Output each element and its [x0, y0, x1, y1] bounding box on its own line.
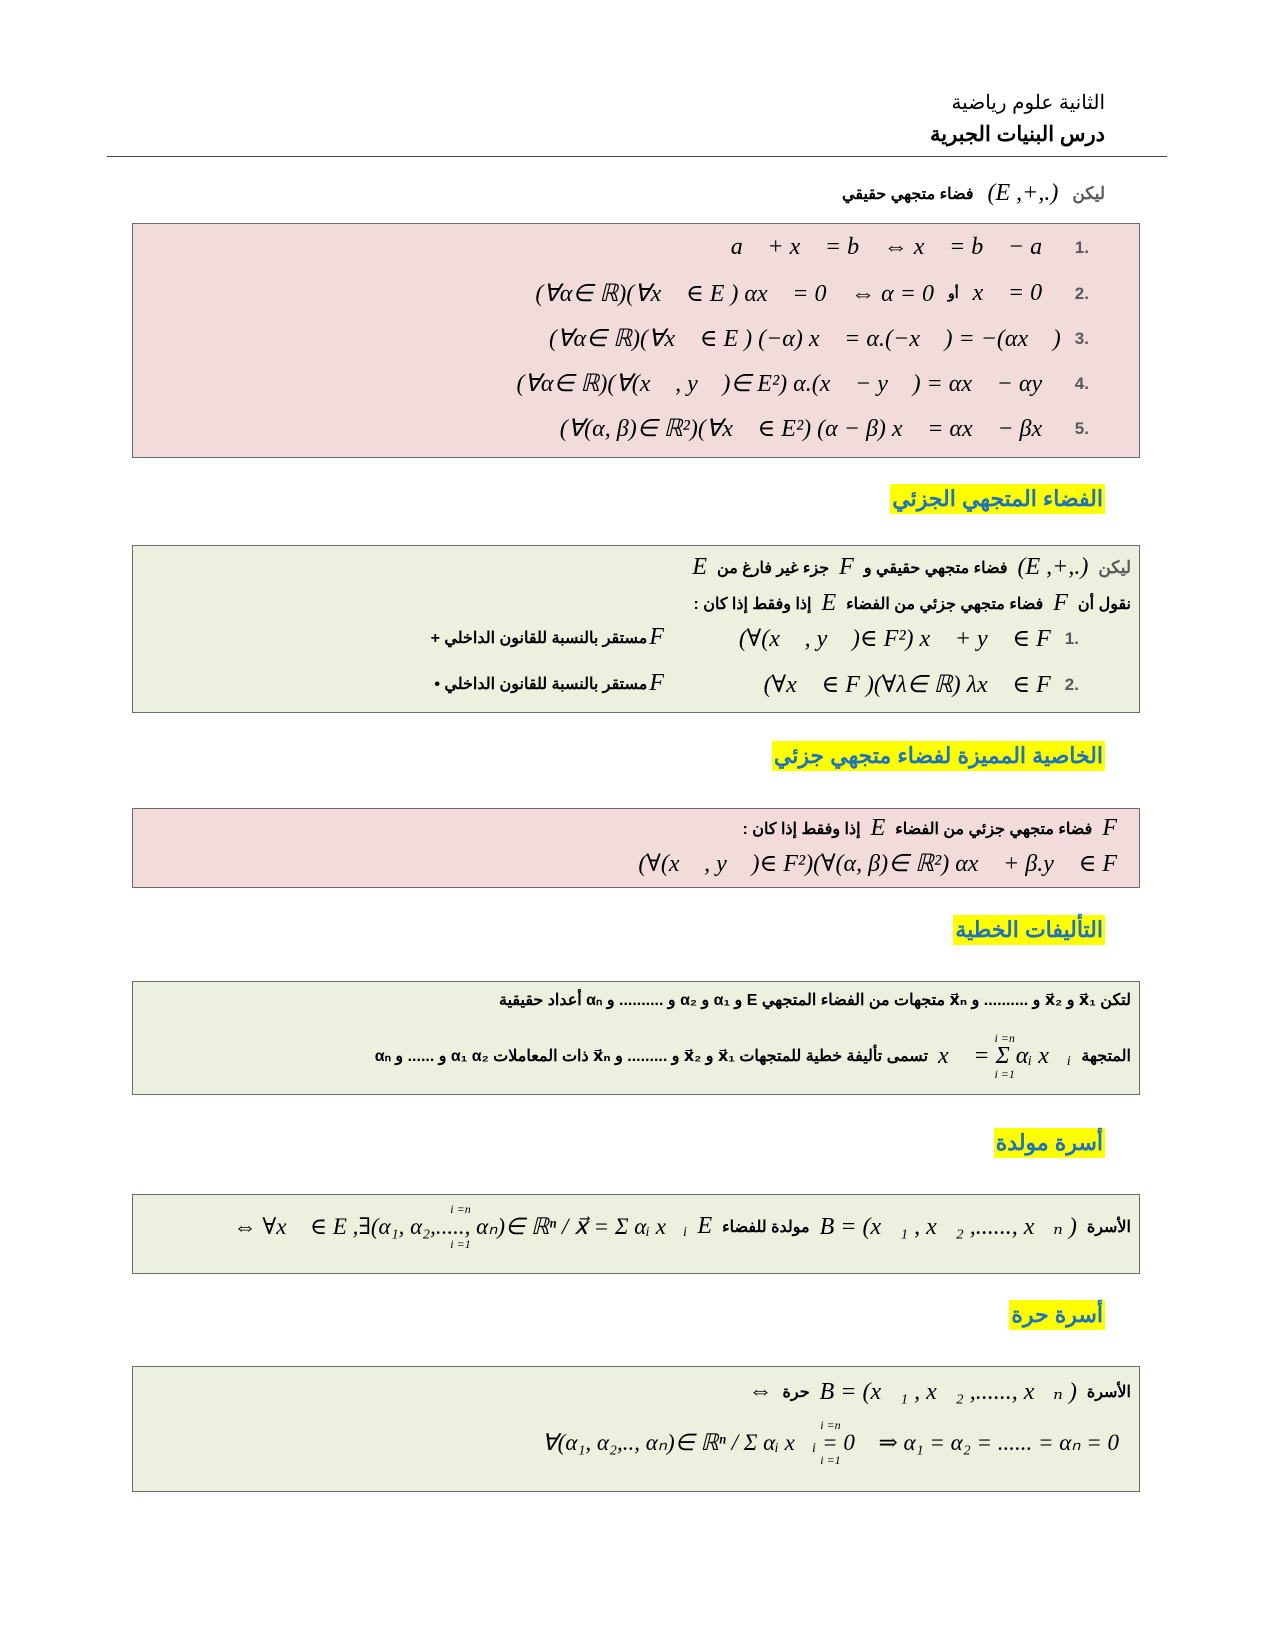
subspace-text-5: إذا وفقط إذا كان :	[693, 595, 812, 613]
generating-formula: ⇔ ∀x⃗ ∈ E ,∃(α₁, α₂,....., αₙ)∈ ℝⁿ / x⃗ = Σ αᵢ x⃗ᵢ	[233, 1214, 688, 1239]
cond-2-F: F	[649, 670, 664, 696]
generating-E: E	[697, 1213, 713, 1239]
subspace-let: ليكن	[1098, 557, 1131, 577]
generating-line	[234, 1203, 1131, 1250]
property-3	[549, 324, 1089, 353]
characteristic-E: E	[870, 815, 886, 841]
subspace-text-1: فضاء متجهي حقيقي و	[863, 559, 1008, 577]
intro-text: فضاء متجهي حقيقي	[842, 185, 974, 203]
characteristic-line-2	[638, 849, 1117, 878]
property-3-num: .3	[1074, 328, 1089, 348]
subspace-text-4: فضاء متجهي جزئي من الفضاء	[846, 595, 1044, 613]
subspace-box	[132, 545, 1140, 713]
subspace-structure: (E ,+,.)	[1017, 554, 1089, 580]
cond-1-F: F	[649, 624, 664, 650]
subspace-F-2: F	[1053, 590, 1068, 616]
combinations-sum-top: i =n	[994, 1031, 1015, 1045]
subspace-cond-1-text	[431, 624, 664, 651]
subspace-line-1	[692, 554, 1131, 581]
combinations-text-2: تسمى تأليفة خطية للمتجهات x⃗₁ و x⃗₂ و ......... و x⃗ₙ ذات المعاملات α₁ α₂ و ...... و αₙ	[374, 1048, 929, 1065]
characteristic-box	[132, 808, 1140, 888]
characteristic-F: F	[1102, 815, 1117, 841]
class-level: الثانية علوم رياضية	[951, 92, 1105, 114]
property-2-formula-right: x⃗ = 0⃗	[972, 280, 1061, 306]
free-title: أسرة حرة	[1009, 1300, 1105, 1330]
property-5	[560, 414, 1089, 443]
combinations-sum	[938, 1032, 1071, 1080]
cond-1-num: .1	[1064, 628, 1079, 648]
generating-title: أسرة مولدة	[994, 1128, 1105, 1158]
property-1-formula: a⃗ + x⃗ = b⃗ ⇔ x⃗ = b⃗ − a⃗	[730, 234, 1061, 260]
combinations-vector-word: المتجهة	[1081, 1048, 1131, 1065]
free-sum-bottom: i =1	[820, 1453, 841, 1467]
combinations-text-1: لتكن x⃗₁ و x⃗₂ و .......... و x⃗ₙ متجهات من الفضاء المتجهي E و α₁ و α₂ و .......... و αₙ أعداد حقيقية	[498, 992, 1131, 1009]
characteristic-title: الخاصية المميزة لفضاء متجهي جزئي	[772, 741, 1105, 771]
property-4-formula: (∀α∈ ℝ)(∀(x⃗ , y⃗ )∈ E²) α.(x⃗ − y⃗ ) = αx⃗ − αy⃗	[516, 371, 1061, 397]
property-4	[516, 369, 1089, 398]
free-formula: ∀(α₁, α₂,.., αₙ)∈ ℝⁿ / Σ αᵢ x⃗ᵢ = 0⃗ ⇒ α₁ = α₂ = ...... = αₙ = 0	[541, 1430, 1119, 1455]
combinations-box	[132, 981, 1140, 1095]
property-2	[535, 279, 1089, 308]
subspace-text-2: جزء غير فارغ من	[717, 559, 830, 577]
generating-box	[132, 1194, 1140, 1274]
property-1-num: .1	[1074, 237, 1089, 257]
property-2-formula-left: (∀α∈ ℝ)(∀x⃗ ∈ E ) αx⃗ = 0⃗ ⇔ α = 0	[535, 281, 934, 307]
generating-sum	[234, 1203, 688, 1250]
free-line-2	[542, 1419, 1119, 1466]
cond-2-formula: (∀x⃗ ∈ F )(∀λ∈ ℝ) λx⃗ ∈ F	[763, 672, 1051, 698]
generating-sum-bottom: i =1	[450, 1237, 471, 1251]
combinations-formula: x⃗ = Σ αᵢ x⃗ᵢ	[938, 1043, 1072, 1069]
characteristic-text-2: إذا وفقط إذا كان :	[742, 820, 861, 838]
subspace-title: الفضاء المتجهي الجزئي	[890, 484, 1105, 514]
cond-2-num: .2	[1064, 674, 1079, 694]
subspace-line-2	[693, 590, 1131, 617]
subspace-cond-1	[739, 624, 1079, 653]
subspace-E: E	[692, 554, 708, 580]
property-5-formula: (∀(α, β)∈ ℝ²)(∀x⃗ ∈ E²) (α − β) x⃗ = αx⃗ − βx⃗	[559, 416, 1061, 442]
cond-1-text: مستقر بالنسبة للقانون الداخلي +	[430, 629, 648, 647]
combinations-line-1	[499, 990, 1131, 1010]
free-box	[132, 1366, 1140, 1492]
generating-text: مولدة للفضاء	[722, 1218, 810, 1236]
combinations-line-2	[375, 1032, 1131, 1080]
subspace-E-2: E	[821, 590, 837, 616]
free-equiv: ⇔	[748, 1378, 773, 1404]
subspace-text-3: نقول أن	[1077, 595, 1131, 613]
combinations-title: التأليفات الخطية	[953, 915, 1105, 945]
properties-box	[132, 223, 1140, 458]
cond-2-text: مستقر بالنسبة للقانون الداخلي •	[434, 675, 648, 693]
subspace-F: F	[839, 554, 854, 580]
property-4-num: .4	[1074, 373, 1089, 393]
combinations-sum-bottom: i =1	[994, 1067, 1015, 1081]
property-2-num: .2	[1074, 283, 1089, 303]
property-2-or: أو	[947, 285, 959, 301]
header-divider	[107, 156, 1167, 157]
generating-sum-top: i =n	[450, 1202, 471, 1216]
intro-line	[842, 180, 1105, 207]
free-sum-top: i =n	[820, 1418, 841, 1432]
property-5-num: .5	[1074, 418, 1089, 438]
free-sum	[542, 1419, 1119, 1466]
intro-let: ليكن	[1072, 183, 1105, 203]
generating-family-word: الأسرة	[1086, 1218, 1131, 1236]
free-family: B = (x⃗₁ , x⃗₂ ,......, x⃗ₙ )	[819, 1379, 1077, 1405]
generating-family: B = (x⃗₁ , x⃗₂ ,......, x⃗ₙ )	[819, 1214, 1077, 1240]
subspace-cond-2-text	[434, 670, 664, 697]
cond-1-formula: (∀(x⃗ , y⃗ )∈ F²) x⃗ + y⃗ ∈ F	[738, 626, 1051, 652]
property-3-formula: (∀α∈ ℝ)(∀x⃗ ∈ E ) (−α) x⃗ = α.(−x⃗ ) = −(αx⃗ )	[549, 326, 1061, 352]
free-text: حرة	[782, 1383, 810, 1401]
intro-structure: (E ,+,.)	[987, 180, 1059, 206]
property-1	[731, 234, 1089, 261]
characteristic-formula: (∀(x⃗ , y⃗ )∈ F²)(∀(α, β)∈ ℝ²) αx⃗ + β.y⃗ ∈ F	[638, 851, 1117, 877]
free-family-word: الأسرة	[1086, 1383, 1131, 1401]
subspace-cond-2	[764, 670, 1079, 699]
free-line-1	[748, 1377, 1131, 1406]
characteristic-text-1: فضاء متجهي جزئي من الفضاء	[895, 820, 1093, 838]
characteristic-line-1	[743, 815, 1117, 842]
lesson-title: درس البنيات الجبرية	[929, 123, 1105, 146]
